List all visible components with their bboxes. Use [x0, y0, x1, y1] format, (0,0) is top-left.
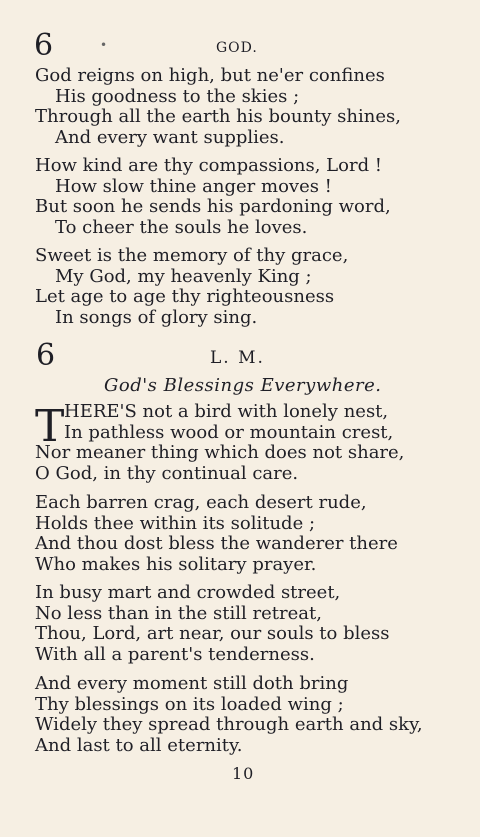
page-header — [34, 30, 434, 66]
verse-line: In pathless wood or mountain crest, — [64, 421, 394, 443]
verse-line: But soon he sends his pardoning word, — [35, 196, 391, 218]
verse-line: Widely they spread through earth and sky, — [35, 714, 423, 736]
verse-line: Sweet is the memory of thy grace, — [35, 245, 349, 266]
stanza-4 — [35, 674, 455, 756]
ornament-dot: • — [100, 38, 108, 52]
section-title: GOD. — [216, 40, 258, 56]
verse-line: His goodness to the skies ; — [55, 85, 300, 107]
verse-line: Through all the earth his bounty shines, — [35, 106, 401, 128]
stanza-2 — [35, 493, 455, 575]
stanza-3 — [35, 246, 455, 328]
drop-cap: T — [35, 401, 65, 452]
verse-line: And last to all eternity. — [35, 734, 243, 756]
stanza-1 — [35, 66, 455, 148]
verse-line: Thou, Lord, art near, our souls to bless — [35, 623, 390, 645]
hymn-number: 6 — [36, 338, 56, 373]
verse-line: In busy mart and crowded street, — [35, 582, 341, 603]
verse-line: How slow thine anger moves ! — [55, 175, 332, 197]
verse-line: Holds thee within its solitude ; — [35, 512, 316, 534]
verse-line: Nor meaner thing which does not share, — [35, 442, 405, 463]
verse-line: No less than in the still retreat, — [35, 602, 322, 624]
verse-line: How kind are thy compassions, Lord ! — [35, 155, 383, 176]
stanza-2 — [35, 156, 455, 238]
verse-line: And every moment still doth bring — [35, 673, 349, 694]
hymn-number: 6 — [34, 28, 54, 63]
verse-line: To cheer the souls he loves. — [55, 216, 308, 238]
verse-line: And every want supplies. — [55, 126, 285, 148]
verse-line: Who makes his solitary prayer. — [35, 553, 317, 575]
verse-line: Let age to age thy righteousness — [35, 286, 335, 308]
verse-line: HERE'S not a bird with lonely nest, — [64, 401, 389, 422]
verse-line: And thou dost bless the wanderer there — [35, 533, 398, 555]
verse-line: In songs of glory sing. — [55, 306, 258, 328]
stanza-first — [64, 402, 444, 443]
verse-line: My God, my heavenly King ; — [55, 265, 312, 287]
verse-line: Each barren crag, each desert rude, — [35, 492, 367, 513]
hymn-meter: L. M. — [210, 348, 265, 368]
verse-line: Thy blessings on its loaded wing ; — [35, 693, 344, 715]
hymn-title: God's Blessings Everywhere. — [104, 375, 382, 396]
verse-line: With all a parent's tenderness. — [35, 643, 315, 665]
stanza-first-cont — [35, 443, 455, 484]
verse-line: God reigns on high, but ne'er confines — [35, 65, 385, 86]
verse-line: O God, in thy continual care. — [35, 462, 299, 484]
stanza-3 — [35, 583, 455, 665]
page-number: 10 — [232, 764, 255, 783]
